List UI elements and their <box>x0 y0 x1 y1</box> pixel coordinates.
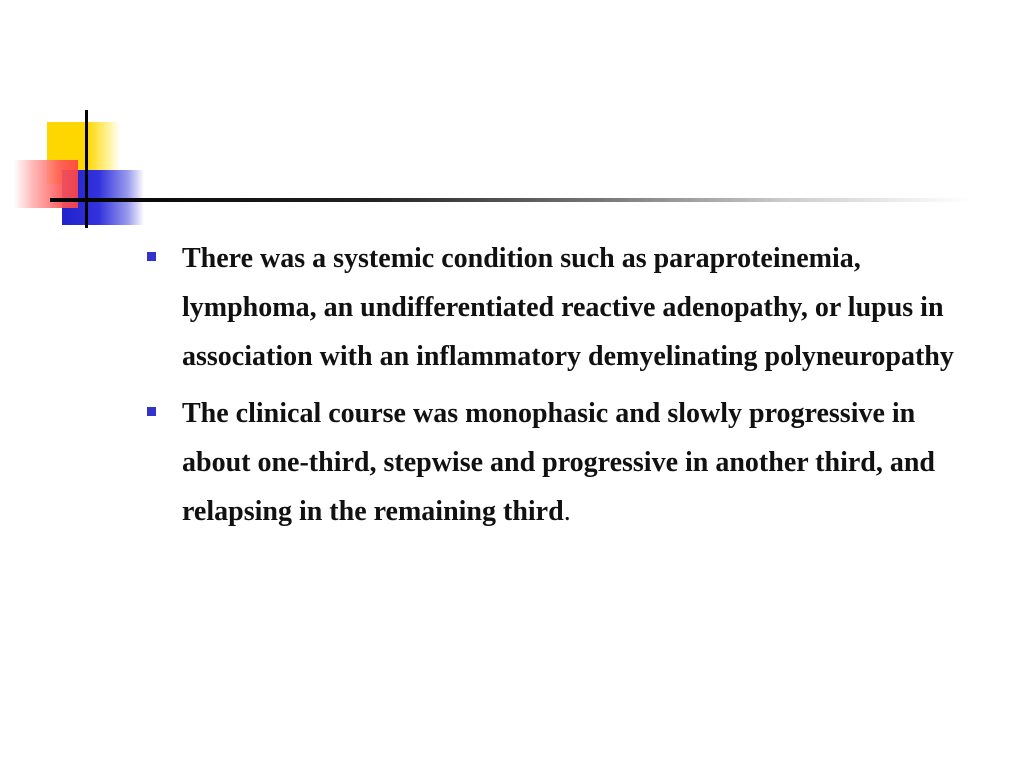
horizontal-rule <box>50 198 970 202</box>
bullet-suffix: . <box>563 496 571 527</box>
square-bullet-icon <box>147 407 156 416</box>
title-decoration <box>0 0 1024 240</box>
bullet-text: There was a systemic condition such as paraproteinemia, lymphoma, an undifferentiated reactive adenopathy, or lupus in association with an inflammatory demyelinating polyneuropathy <box>182 243 954 372</box>
bullet-list <box>145 234 965 536</box>
slide-body <box>145 234 965 544</box>
square-bullet-icon <box>147 252 156 261</box>
bullet-text: The clinical course was monophasic and slowly progressive in about one-third, stepwise and progressive in another third, and relapsing in the remaining third <box>182 398 935 527</box>
bullet-item <box>145 389 965 536</box>
vertical-rule <box>85 110 88 228</box>
bullet-item <box>145 234 965 381</box>
